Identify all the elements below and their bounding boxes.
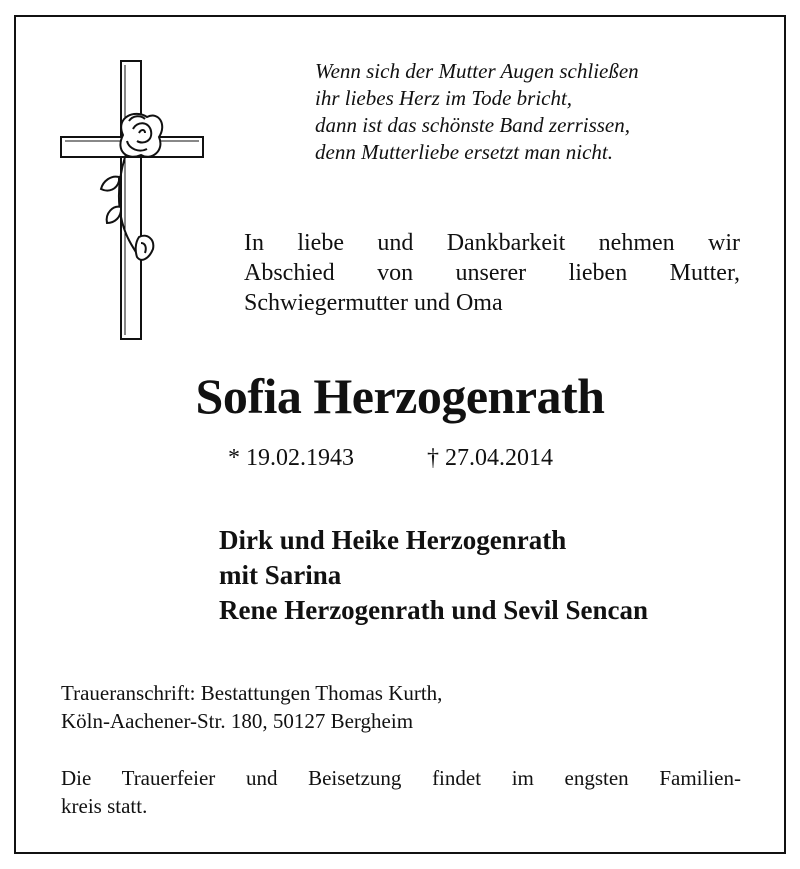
cross-icon <box>61 61 203 339</box>
mourning-address <box>61 679 442 735</box>
farewell-line: Abschied von unserer lieben Mutter, <box>244 260 740 286</box>
farewell-line: In liebe und Dankbarkeit nehmen wir <box>244 230 740 256</box>
farewell-text <box>244 228 740 318</box>
notice-line: Die Trauerfeier und Beisetzung findet im engsten Familien- <box>61 766 741 790</box>
death-date: † 27.04.2014 <box>427 445 553 471</box>
poem-verse <box>315 58 639 166</box>
farewell-line: Schwiegermutter und Oma <box>244 290 503 316</box>
poem-line: dann ist das schönste Band zerrissen, <box>315 113 630 137</box>
mourner-line: Rene Herzogenrath und Sevil Sencan <box>219 595 648 625</box>
funeral-notice <box>61 764 741 820</box>
poem-line: ihr liebes Herz im Tode bricht, <box>315 86 573 110</box>
birth-date: * 19.02.1943 <box>228 445 354 471</box>
address-line: Köln-Aachener-Str. 180, 50127 Bergheim <box>61 709 414 733</box>
mourner-line: mit Sarina <box>219 560 342 590</box>
poem-line: Wenn sich der Mutter Augen schließen <box>315 59 639 83</box>
address-line: Traueranschrift: Bestattungen Thomas Kurth, <box>61 681 443 705</box>
notice-line: kreis statt. <box>61 794 148 818</box>
mourners-list <box>219 523 648 628</box>
deceased-name: Sofia Herzogenrath <box>195 368 605 424</box>
mourner-line: Dirk und Heike Herzogenrath <box>219 525 567 555</box>
cross-with-rose-icon <box>55 57 209 342</box>
poem-line: denn Mutterliebe ersetzt man nicht. <box>315 140 614 164</box>
